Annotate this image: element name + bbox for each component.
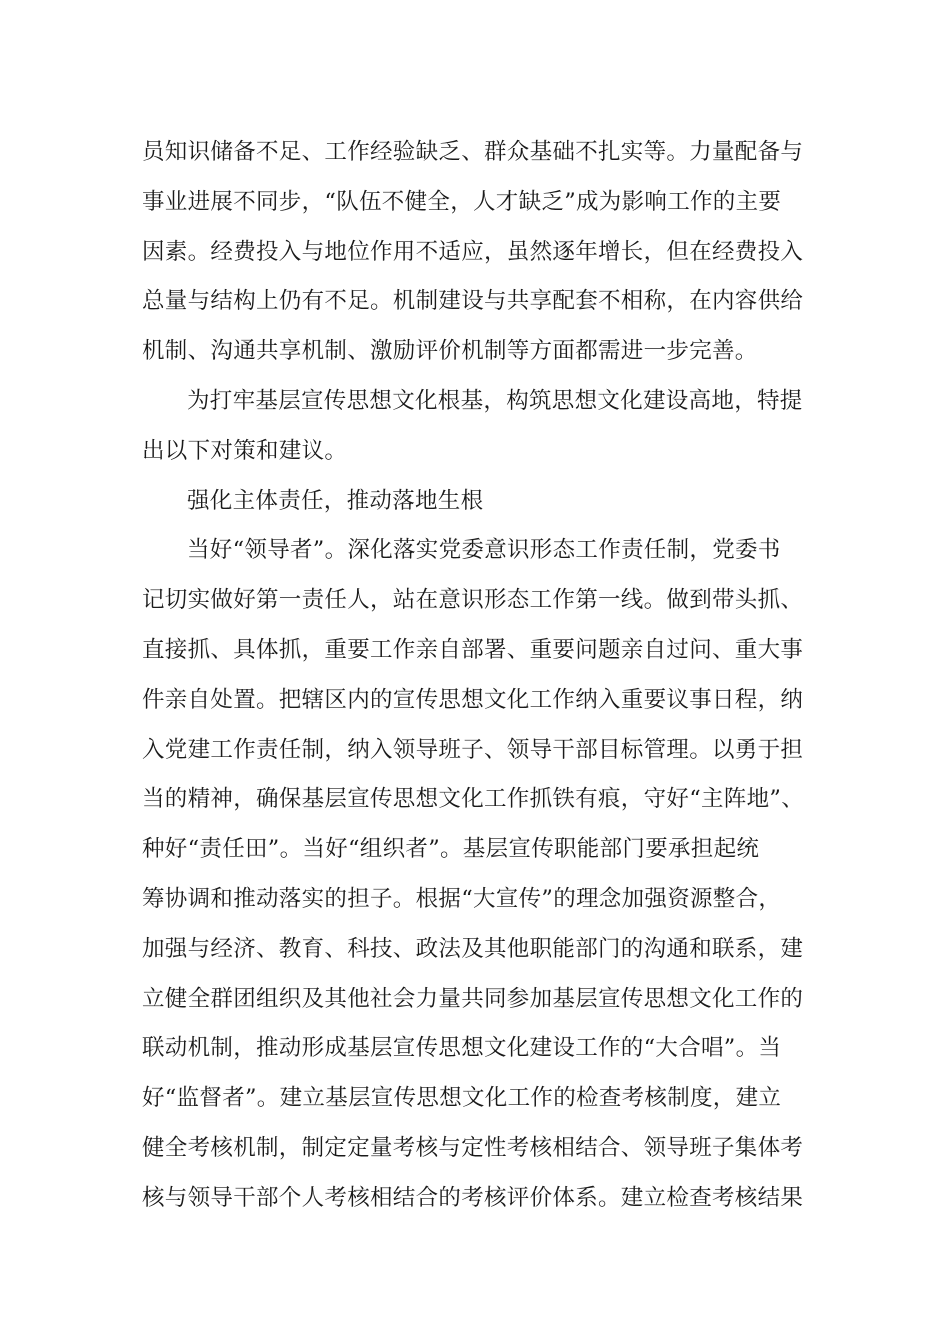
text-line: 机制、沟通共享机制、激励评价机制等方面都需进一步完善。 [142, 338, 758, 365]
text-line: 总量与结构上仍有不足。机制建设与共享配套不相称，在内容供给 [142, 288, 804, 315]
text-line: 员知识储备不足、工作经验缺乏、群众基础不扎实等。力量配备与 [142, 139, 804, 165]
text-line: 因素。经费投入与地位作用不适应，虽然逐年增长，但在经费投入 [142, 238, 804, 265]
text-line: 加强与经济、教育、科技、政法及其他职能部门的沟通和联系，建 [142, 935, 804, 962]
text-line: 核与领导干部个人考核相结合的考核评价体系。建立检查考核结果 [142, 1184, 804, 1211]
text-line: 强化主体责任，推动落地生根 [187, 487, 484, 514]
text-line: 出以下对策和建议。 [142, 437, 348, 464]
document-body [142, 128, 812, 1224]
text-line: 当的精神，确保基层宣传思想文化工作抓铁有痕，守好“主阵地”、 [142, 786, 805, 813]
text-line: 种好“责任田”。当好“组织者”。基层宣传职能部门要承担起统 [142, 836, 760, 863]
paragraph-3 [142, 526, 812, 1223]
text-line: 健全考核机制，制定定量考核与定性考核相结合、领导班子集体考 [142, 1134, 804, 1161]
text-line: 好“监督者”。建立基层宣传思想文化工作的检查考核制度，建立 [142, 1085, 782, 1112]
paragraph-2 [142, 377, 812, 477]
text-line: 当好“领导者”。深化落实党委意识形态工作责任制，党委书 [187, 537, 781, 564]
text-line: 事业进展不同步，“队伍不健全，人才缺乏”成为影响工作的主要 [142, 188, 782, 215]
section-heading [142, 477, 812, 527]
text-line: 件亲自处置。把辖区内的宣传思想文化工作纳入重要议事日程，纳 [142, 686, 804, 713]
paragraph-1 [142, 128, 812, 377]
text-line: 入党建工作责任制，纳入领导班子、领导干部目标管理。以勇于担 [142, 736, 804, 763]
text-line: 为打牢基层宣传思想文化根基，构筑思想文化建设高地，特提 [187, 387, 803, 414]
text-line: 联动机制，推动形成基层宣传思想文化建设工作的“大合唱”。当 [142, 1035, 782, 1062]
text-line: 筹协调和推动落实的担子。根据“大宣传”的理念加强资源整合， [142, 885, 782, 912]
text-line: 直接抓、具体抓，重要工作亲自部署、重要问题亲自过问、重大事 [142, 636, 804, 663]
text-line: 记切实做好第一责任人，站在意识形态工作第一线。做到带头抓、 [142, 587, 804, 614]
text-line: 立健全群团组织及其他社会力量共同参加基层宣传思想文化工作的 [142, 985, 804, 1012]
